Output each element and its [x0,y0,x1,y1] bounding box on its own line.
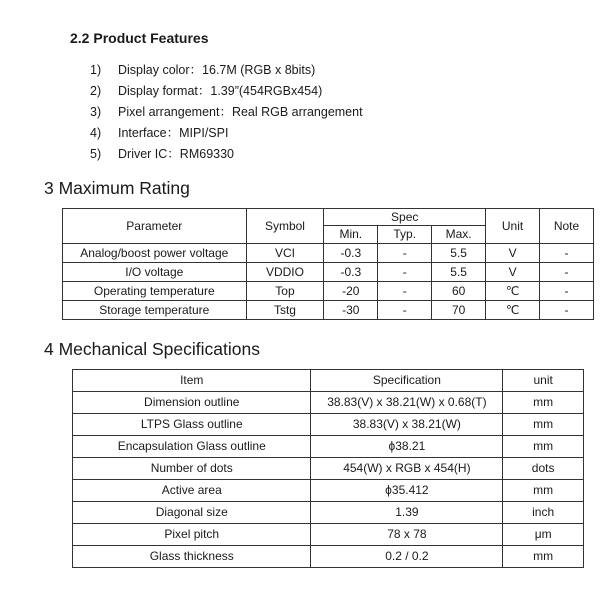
header-max: Max. [432,226,486,244]
cell-unit: mm [503,414,584,436]
table-header-row [73,370,584,392]
cell-specification: 78 x 78 [311,524,503,546]
table-header-row [63,209,594,226]
cell-min: -30 [324,301,378,320]
cell-note: - [540,282,594,301]
cell-unit: ℃ [486,301,540,320]
cell-min: -20 [324,282,378,301]
cell-max: 70 [432,301,486,320]
cell-item: Dimension outline [73,392,311,414]
cell-min: -0.3 [324,244,378,263]
cell-max: 5.5 [432,244,486,263]
table-row [73,524,584,546]
cell-typ: - [378,282,432,301]
list-item [90,60,363,81]
header-symbol: Symbol [246,209,324,244]
cell-max: 5.5 [432,263,486,282]
cell-specification: 38.83(V) x 38.21(W) x 0.68(T) [311,392,503,414]
cell-specification: 1.39 [311,502,503,524]
cell-parameter: Operating temperature [63,282,247,301]
list-text: Display format：1.39”(454RGBx454) [118,84,323,98]
product-features-list [90,60,363,165]
cell-item: Glass thickness [73,546,311,568]
list-text: Display color：16.7M (RGB x 8bits) [118,63,316,77]
mechanical-specifications-heading: 4 Mechanical Specifications [44,339,260,359]
list-item [90,102,363,123]
product-features-heading: 2.2 Product Features [70,30,209,46]
table-row [73,392,584,414]
header-parameter: Parameter [63,209,247,244]
table-row [73,458,584,480]
cell-unit: mm [503,392,584,414]
table-row [73,480,584,502]
table-row [73,414,584,436]
header-unit: Unit [486,209,540,244]
cell-unit: μm [503,524,584,546]
cell-unit: mm [503,436,584,458]
cell-item: Pixel pitch [73,524,311,546]
cell-unit: V [486,263,540,282]
list-text: Interface：MIPI/SPI [118,126,229,140]
list-item [90,81,363,102]
cell-unit: mm [503,546,584,568]
cell-unit: ℃ [486,282,540,301]
maximum-rating-table [62,208,594,320]
cell-typ: - [378,301,432,320]
cell-symbol: VCI [246,244,324,263]
cell-note: - [540,301,594,320]
cell-parameter: I/O voltage [63,263,247,282]
header-specification: Specification [311,370,503,392]
list-number: 3) [90,105,102,119]
mechanical-specifications-table [72,369,584,568]
cell-note: - [540,244,594,263]
list-number: 2) [90,84,102,98]
table-row [73,502,584,524]
list-number: 5) [90,147,102,161]
cell-max: 60 [432,282,486,301]
cell-symbol: Tstg [246,301,324,320]
list-item [90,144,363,165]
header-spec: Spec [324,209,486,226]
cell-item: Number of dots [73,458,311,480]
list-item [90,123,363,144]
header-note: Note [540,209,594,244]
cell-item: Active area [73,480,311,502]
cell-item: LTPS Glass outline [73,414,311,436]
cell-parameter: Analog/boost power voltage [63,244,247,263]
cell-unit: V [486,244,540,263]
header-unit: unit [503,370,584,392]
list-text: Pixel arrangement：Real RGB arrangement [118,105,363,119]
list-number: 4) [90,126,102,140]
cell-parameter: Storage temperature [63,301,247,320]
list-number: 1) [90,63,102,77]
cell-specification: ϕ35.412 [311,480,503,502]
cell-unit: inch [503,502,584,524]
cell-note: - [540,263,594,282]
cell-item: Encapsulation Glass outline [73,436,311,458]
cell-min: -0.3 [324,263,378,282]
table-row [63,263,594,282]
cell-specification: 38.83(V) x 38.21(W) [311,414,503,436]
cell-typ: - [378,244,432,263]
header-min: Min. [324,226,378,244]
table-row [63,282,594,301]
cell-specification: 454(W) x RGB x 454(H) [311,458,503,480]
cell-specification: 0.2 / 0.2 [311,546,503,568]
table-row [63,244,594,263]
cell-item: Diagonal size [73,502,311,524]
cell-specification: ϕ38.21 [311,436,503,458]
table-row [73,546,584,568]
list-text: Driver IC：RM69330 [118,147,235,161]
table-row [63,301,594,320]
table-row [73,436,584,458]
cell-symbol: VDDIO [246,263,324,282]
cell-unit: mm [503,480,584,502]
cell-symbol: Top [246,282,324,301]
header-item: Item [73,370,311,392]
header-typ: Typ. [378,226,432,244]
maximum-rating-heading: 3 Maximum Rating [44,178,190,198]
cell-unit: dots [503,458,584,480]
cell-typ: - [378,263,432,282]
